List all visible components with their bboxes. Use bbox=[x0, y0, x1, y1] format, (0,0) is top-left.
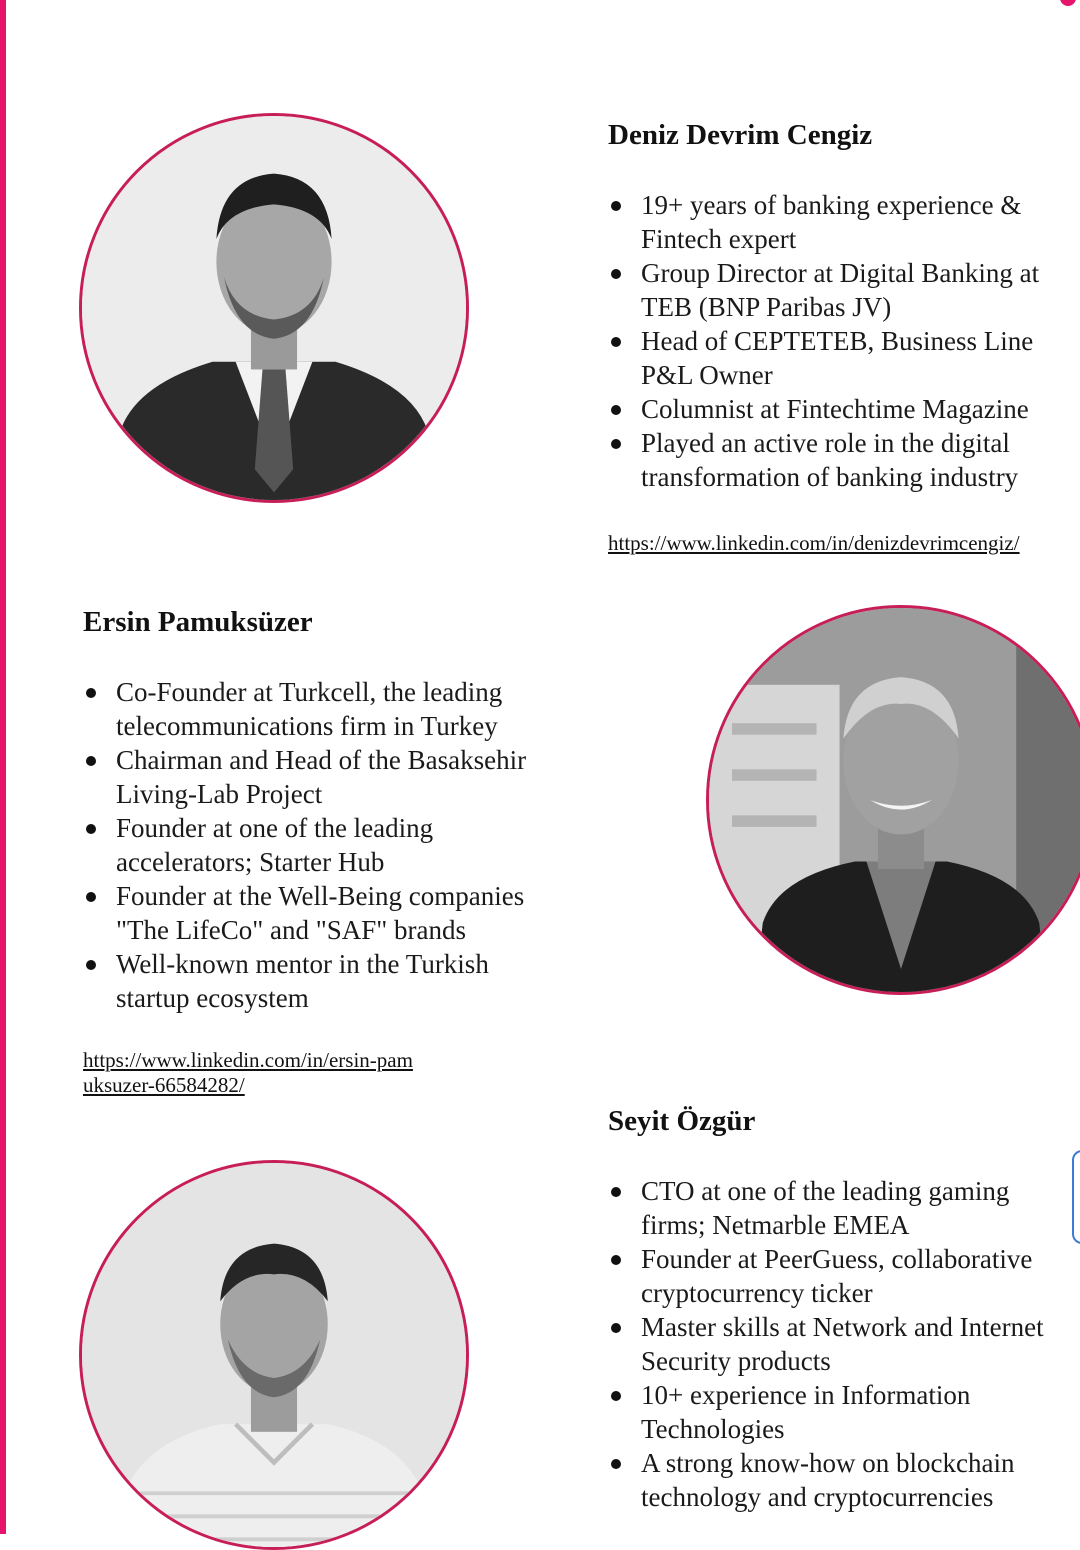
list-item: Master skills at Network and Internet Security products bbox=[608, 1310, 1074, 1378]
person-name-deniz-devrim-cengiz: Deniz Devrim Cengiz bbox=[608, 119, 873, 151]
bullet-list-seyit-ozgur bbox=[608, 1174, 1074, 1514]
list-item: A strong know-how on blockchain technology and cryptocurrencies bbox=[608, 1446, 1074, 1514]
portrait-ersin-pamuksuzer bbox=[706, 605, 1080, 995]
list-item: Founder at the Well-Being companies "The LifeCo" and "SAF" brands bbox=[83, 879, 568, 947]
list-item: Columnist at Fintechtime Magazine bbox=[608, 392, 1074, 426]
list-item: Founder at PeerGuess, collaborative cryptocurrency ticker bbox=[608, 1242, 1074, 1310]
list-item: Played an active role in the digital transformation of banking industry bbox=[608, 426, 1074, 494]
list-item: Well-known mentor in the Turkish startup ecosystem bbox=[83, 947, 568, 1015]
portrait-seyit-ozgur bbox=[79, 1160, 469, 1550]
list-item: Head of CEPTETEB, Business Line P&L Owner bbox=[608, 324, 1074, 392]
portrait-deniz-devrim-cengiz bbox=[79, 113, 469, 503]
page-accent-edge bbox=[0, 0, 6, 1534]
linkedin-link-ersin-pamuksuzer[interactable]: https://www.linkedin.com/in/ersin-pamuksuzer-66584282/ bbox=[83, 1048, 413, 1097]
linkedin-link-deniz-devrim-cengiz[interactable]: https://www.linkedin.com/in/denizdevrimcengiz/ bbox=[608, 531, 1020, 555]
list-item: Chairman and Head of the Basaksehir Living-Lab Project bbox=[83, 743, 568, 811]
list-item: Co-Founder at Turkcell, the leading telecommunications firm in Turkey bbox=[83, 675, 568, 743]
list-item: 10+ experience in Information Technologies bbox=[608, 1378, 1074, 1446]
list-item: CTO at one of the leading gaming firms; Netmarble EMEA bbox=[608, 1174, 1074, 1242]
list-item: Group Director at Digital Banking at TEB (BNP Paribas JV) bbox=[608, 256, 1074, 324]
person-name-seyit-ozgur: Seyit Özgür bbox=[608, 1105, 756, 1137]
list-item: Founder at one of the leading accelerators; Starter Hub bbox=[83, 811, 568, 879]
corner-accent-dot bbox=[1060, 0, 1076, 6]
bullet-list-deniz-devrim-cengiz bbox=[608, 188, 1074, 494]
list-item: 19+ years of banking experience & Fintech expert bbox=[608, 188, 1074, 256]
bullet-list-ersin-pamuksuzer bbox=[83, 675, 568, 1015]
person-name-ersin-pamuksuzer: Ersin Pamuksüzer bbox=[83, 606, 313, 638]
